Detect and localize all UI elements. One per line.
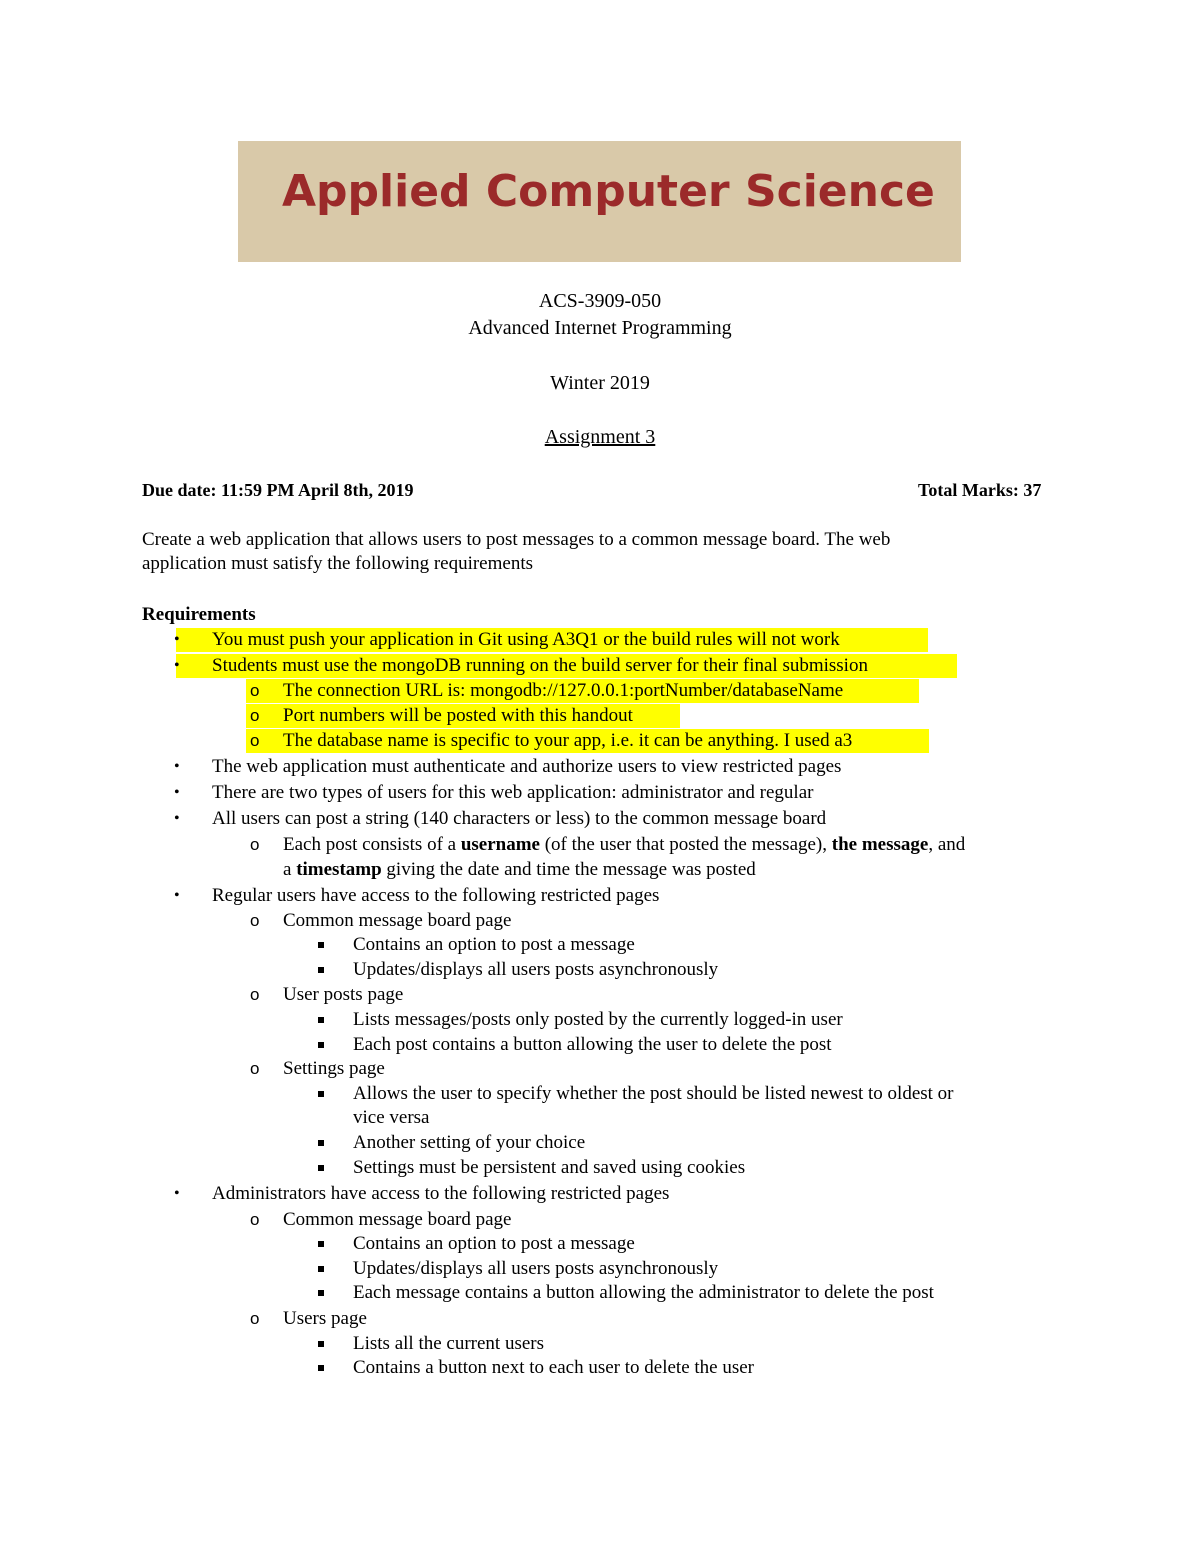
- text-run: , and: [928, 834, 966, 855]
- list-subsubitem: Settings must be persistent and saved using cookies: [353, 1157, 746, 1178]
- term: Winter 2019: [550, 372, 650, 394]
- list-subitem: The connection URL is: mongodb://127.0.0.1:portNumber/databaseName: [283, 680, 844, 701]
- square-bullet: [318, 1365, 324, 1371]
- bullet-marker: •: [174, 758, 180, 775]
- list-subsubitem-continued: vice versa: [353, 1107, 430, 1128]
- bold-username: username: [460, 834, 540, 855]
- bullet-marker: •: [174, 887, 180, 904]
- text-run: Each post consists of a: [283, 834, 461, 855]
- list-subitem: Users page: [283, 1308, 367, 1329]
- intro-line-1: Create a web application that allows users to post messages to a common message board. The web: [142, 529, 891, 550]
- requirements-heading: Requirements: [142, 604, 256, 625]
- sub-bullet-marker: o: [250, 985, 260, 1004]
- total-marks: Total Marks: 37: [918, 480, 1042, 500]
- sub-bullet-marker: o: [250, 731, 260, 750]
- course-code: ACS-3909-050: [538, 290, 662, 312]
- list-subsubitem: Lists all the current users: [353, 1333, 545, 1354]
- list-subsubitem: Each message contains a button allowing the administrator to delete the post: [353, 1282, 934, 1303]
- bullet-marker: •: [174, 810, 180, 827]
- text-run: (of the user that posted the message),: [539, 834, 832, 855]
- bullet-marker: •: [174, 631, 180, 648]
- due-date: Due date: 11:59 PM April 8th, 2019: [142, 480, 414, 500]
- list-subitem: Common message board page: [283, 910, 512, 931]
- assignment-title: [0, 426, 1200, 449]
- list-item: Administrators have access to the following restricted pages: [212, 1183, 670, 1204]
- list-item: You must push your application in Git using A3Q1 or the build rules will not work: [212, 629, 840, 650]
- square-bullet: [318, 967, 324, 973]
- sub-bullet-marker: o: [250, 835, 260, 854]
- bullet-marker: •: [174, 784, 180, 801]
- list-subitem: Port numbers will be posted with this handout: [283, 705, 633, 726]
- banner-title: Applied Computer Science: [282, 166, 935, 217]
- bullet-marker: •: [174, 1185, 180, 1202]
- list-item: There are two types of users for this web application: administrator and regular: [212, 782, 814, 803]
- sub-bullet-marker: o: [250, 1059, 260, 1078]
- list-subsubitem: Updates/displays all users posts asynchronously: [353, 959, 719, 980]
- list-subitem: The database name is specific to your app, i.e. it can be anything. I used a3: [283, 730, 853, 751]
- list-item: All users can post a string (140 characters or less) to the common message board: [212, 808, 827, 829]
- sub-bullet-marker: o: [250, 1210, 260, 1229]
- square-bullet: [318, 1266, 324, 1272]
- bold-timestamp: timestamp: [296, 859, 382, 880]
- square-bullet: [318, 1290, 324, 1296]
- square-bullet: [318, 1165, 324, 1171]
- list-item: Students must use the mongoDB running on the build server for their final submission: [212, 655, 868, 676]
- course-name: Advanced Internet Programming: [468, 317, 732, 339]
- list-subsubitem: Allows the user to specify whether the post should be listed newest to oldest or: [353, 1083, 954, 1104]
- square-bullet: [318, 942, 324, 948]
- list-subsubitem: Contains an option to post a message: [353, 934, 635, 955]
- square-bullet: [318, 1341, 324, 1347]
- list-item: The web application must authenticate and authorize users to view restricted pages: [212, 756, 842, 777]
- list-subsubitem: Contains an option to post a message: [353, 1233, 635, 1254]
- text-run: giving the date and time the message was posted: [381, 859, 756, 880]
- square-bullet: [318, 1091, 324, 1097]
- list-subitem-continued: [283, 858, 756, 882]
- square-bullet: [318, 1017, 324, 1023]
- list-subitem: [283, 833, 965, 857]
- text-run: a: [283, 859, 297, 880]
- list-subsubitem: Each post contains a button allowing the user to delete the post: [353, 1034, 832, 1055]
- list-subsubitem: Contains a button next to each user to delete the user: [353, 1357, 754, 1378]
- bullet-marker: •: [174, 657, 180, 674]
- list-subsubitem: Updates/displays all users posts asynchronously: [353, 1258, 719, 1279]
- list-subitem: User posts page: [283, 984, 404, 1005]
- list-subitem: Common message board page: [283, 1209, 512, 1230]
- list-subitem: Settings page: [283, 1058, 385, 1079]
- list-subsubitem: Another setting of your choice: [353, 1132, 586, 1153]
- square-bullet: [318, 1042, 324, 1048]
- square-bullet: [318, 1241, 324, 1247]
- intro-line-2: application must satisfy the following requirements: [142, 553, 534, 574]
- sub-bullet-marker: o: [250, 911, 260, 930]
- sub-bullet-marker: o: [250, 681, 260, 700]
- list-subsubitem: Lists messages/posts only posted by the currently logged-in user: [353, 1009, 843, 1030]
- assignment-title-text: Assignment 3: [544, 426, 656, 448]
- list-item: Regular users have access to the following restricted pages: [212, 885, 660, 906]
- sub-bullet-marker: o: [250, 1309, 260, 1328]
- sub-bullet-marker: o: [250, 706, 260, 725]
- square-bullet: [318, 1140, 324, 1146]
- bold-message: the message: [831, 834, 929, 855]
